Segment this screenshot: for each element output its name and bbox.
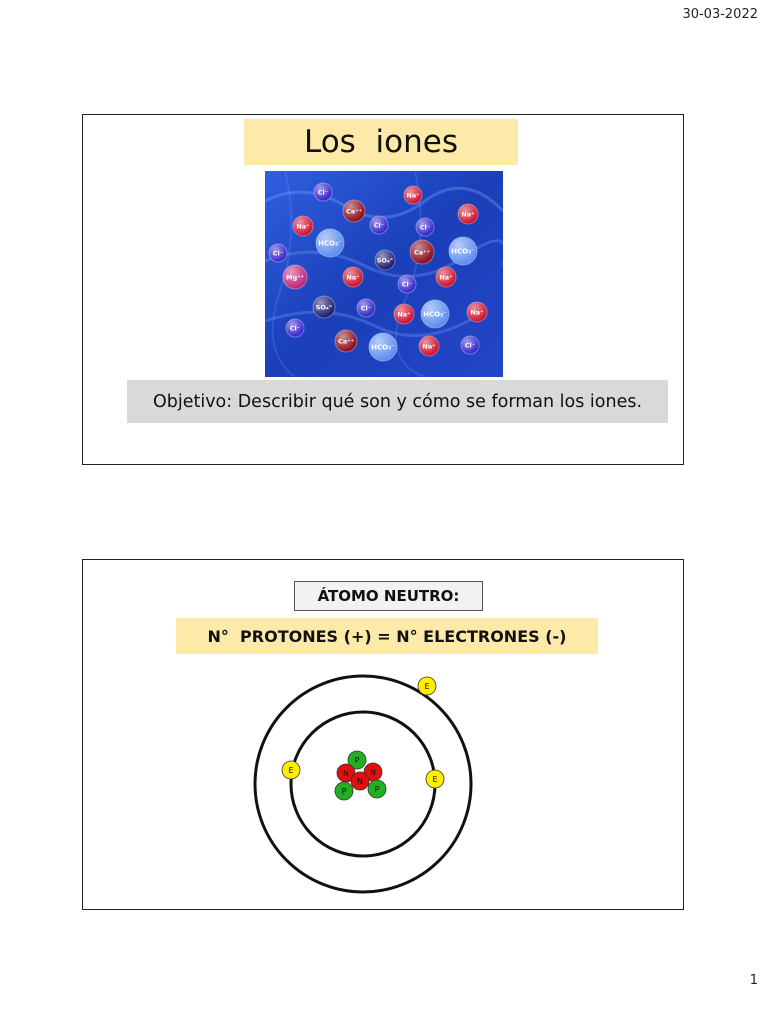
ion-label: Cl⁻ [464, 341, 476, 350]
electron-label: E [432, 775, 438, 784]
ion-sodium [343, 267, 363, 287]
slide-atomo-neutro [82, 559, 684, 910]
neutral-atom-label: ÁTOMO NEUTRO: [294, 581, 483, 611]
ion-label: Cl⁻ [360, 304, 372, 313]
slide-los-iones [82, 114, 684, 465]
ion-label: Ca⁺⁺ [345, 207, 363, 216]
particle-label: P [341, 787, 347, 796]
ion-label: Cl⁻ [401, 280, 413, 289]
particle-label: N [370, 768, 376, 777]
particle-label: N [357, 777, 363, 786]
ion-bicarbonate [316, 229, 344, 257]
ion-calcium [343, 200, 365, 222]
ion-label: Na⁺ [422, 342, 436, 351]
ion-sodium [436, 267, 456, 287]
proton-particle [368, 780, 386, 798]
ion-label: Ca⁺⁺ [337, 337, 355, 346]
ion-chloride [314, 183, 332, 201]
ion-label: Cl⁻ [317, 188, 329, 197]
particle-label: N [343, 769, 349, 778]
ion-label: Cl⁻ [419, 223, 431, 232]
ion-calcium [410, 240, 434, 264]
ion-bicarbonate [369, 333, 397, 361]
neutron-particle [351, 772, 369, 790]
ion-calcium [335, 330, 357, 352]
objective-text: Objetivo: Describir qué son y cómo se forman los iones. [127, 380, 668, 423]
ion-label: SO₄⁼ [376, 256, 394, 265]
ions-in-water-image [265, 171, 503, 377]
ion-label: HCO₃⁻ [451, 247, 475, 256]
page-date: 30-03-2022 [682, 7, 758, 22]
particle-label: P [374, 785, 380, 794]
electron [426, 770, 444, 788]
ion-sodium [293, 216, 313, 236]
ion-label: HCO₃⁻ [423, 310, 447, 319]
ion-label: Cl⁻ [289, 324, 301, 333]
ion-magnesium [283, 265, 307, 289]
ion-chloride [269, 244, 287, 262]
particle-label: P [354, 756, 360, 765]
ion-label: Cl⁻ [373, 221, 385, 230]
ion-label: SO₄⁼ [315, 303, 333, 312]
nucleus [335, 751, 386, 800]
electron [418, 677, 436, 695]
electron [282, 761, 300, 779]
ion-label: Na⁺ [406, 191, 420, 200]
ion-label: Mg⁺⁺ [286, 273, 304, 282]
ion-label: Na⁺ [346, 273, 360, 282]
proton-particle [335, 782, 353, 800]
ion-label: HCO₃⁻ [318, 239, 342, 248]
equation-text: N° PROTONES (+) = N° ELECTRONES (-) [176, 618, 598, 654]
electron-label: E [288, 766, 294, 775]
ion-bicarbonate [449, 237, 477, 265]
ion-chloride [461, 336, 479, 354]
ion-label: Na⁺ [296, 222, 310, 231]
ion-label: Na⁺ [439, 273, 453, 282]
electron-label: E [424, 682, 430, 691]
ion-chloride [398, 275, 416, 293]
ion-sodium [467, 302, 487, 322]
ion-sodium [419, 336, 439, 356]
ion-label: Na⁺ [470, 308, 484, 317]
ion-chloride [357, 299, 375, 317]
ion-label: Na⁺ [461, 210, 475, 219]
ion-chloride [286, 319, 304, 337]
ion-sodium [404, 186, 422, 204]
ion-label: Cl⁻ [272, 249, 284, 258]
ion-label: Ca⁺⁺ [413, 248, 431, 257]
ion-sulfate [375, 250, 395, 270]
ion-chloride [370, 216, 388, 234]
ion-sodium [394, 304, 414, 324]
ion-sodium [458, 204, 478, 224]
slide-title: Los iones [244, 119, 518, 165]
ion-bicarbonate [421, 300, 449, 328]
atom-diagram [243, 668, 483, 898]
page-number: 1 [749, 973, 758, 988]
ion-label: HCO₃⁻ [371, 343, 395, 352]
ion-label: Na⁺ [397, 310, 411, 319]
ion-sulfate [313, 296, 335, 318]
ion-chloride [416, 218, 434, 236]
